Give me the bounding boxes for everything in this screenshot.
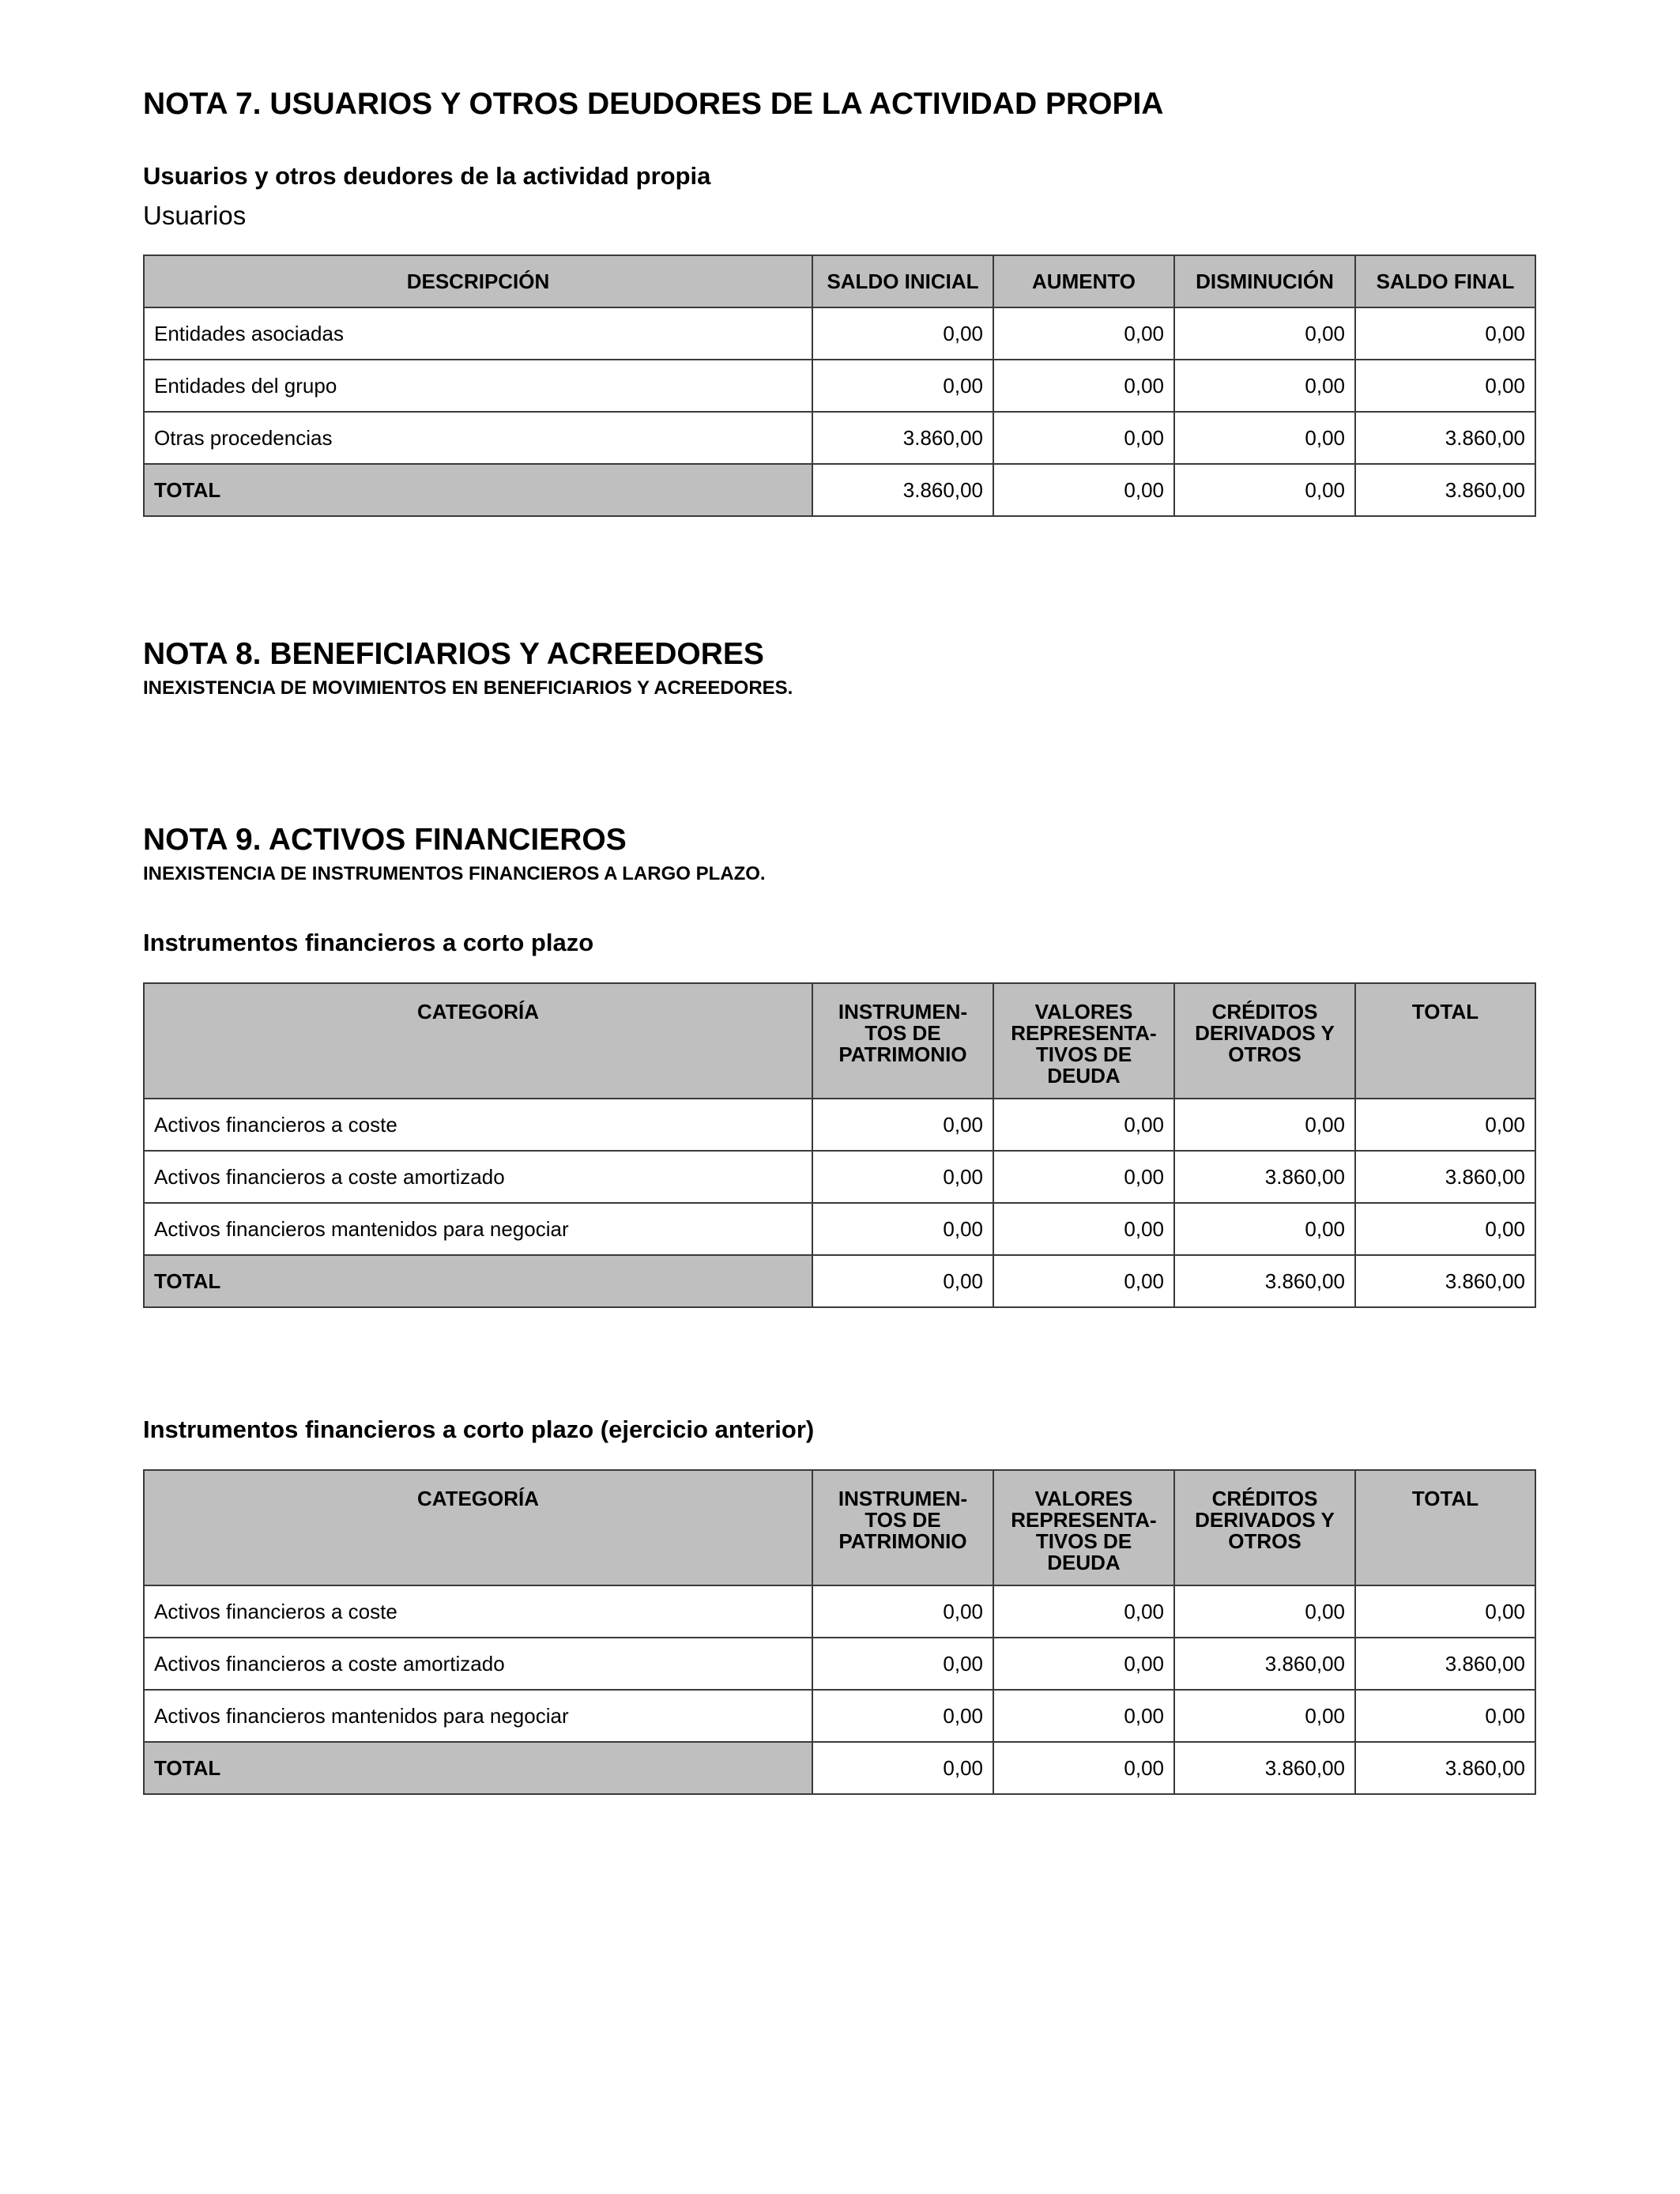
table-cell: 0,00 [1174, 1203, 1355, 1255]
table-cell: 3.860,00 [1355, 1255, 1535, 1307]
table-cell: 0,00 [993, 1151, 1174, 1203]
table-cell: 3.860,00 [1174, 1151, 1355, 1203]
table-cell: 0,00 [993, 1585, 1174, 1638]
table-row [144, 1585, 1535, 1638]
table-cell: 3.860,00 [1355, 1742, 1535, 1794]
row-label: Entidades del grupo [144, 360, 812, 412]
row-label: Activos financieros a coste amortizado [144, 1151, 812, 1203]
table-row [144, 307, 1535, 360]
total-row [144, 464, 1535, 516]
table-cell: 0,00 [812, 1742, 993, 1794]
header-cell: AUMENTO [993, 255, 1174, 307]
table-cell: 3.860,00 [1355, 464, 1535, 516]
table-cell: 0,00 [993, 1255, 1174, 1307]
total-label: TOTAL [144, 464, 812, 516]
corto-plazo-anterior-table [143, 1469, 1536, 1795]
nota9-note: INEXISTENCIA DE INSTRUMENTOS FINANCIEROS A LARGO PLAZO. [143, 863, 766, 884]
header-cell: SALDO FINAL [1355, 255, 1535, 307]
table-cell: 0,00 [812, 1203, 993, 1255]
header-cell: VALORES REPRESENTA- TIVOS DE DEUDA [993, 983, 1174, 1099]
table-cell: 3.860,00 [1174, 1742, 1355, 1794]
header-cell: TOTAL [1355, 1470, 1535, 1585]
table-row [144, 1203, 1535, 1255]
table-cell: 0,00 [993, 412, 1174, 464]
table-cell: 3.860,00 [812, 464, 993, 516]
table-cell: 0,00 [812, 360, 993, 412]
nota7-subtitle: Usuarios y otros deudores de la actividad propia [143, 162, 711, 190]
table-cell: 0,00 [993, 1203, 1174, 1255]
table-cell: 3.860,00 [1174, 1638, 1355, 1690]
table-header-row [144, 1470, 1535, 1585]
table-cell: 0,00 [812, 1099, 993, 1151]
table-row [144, 412, 1535, 464]
table-cell: 0,00 [1174, 307, 1355, 360]
header-cell: CRÉDITOS DERIVADOS Y OTROS [1174, 983, 1355, 1099]
table-row [144, 1099, 1535, 1151]
table-cell: 0,00 [812, 307, 993, 360]
table-cell: 3.860,00 [1355, 1151, 1535, 1203]
header-cell: INSTRUMEN- TOS DE PATRIMONIO [812, 1470, 993, 1585]
row-label: Activos financieros mantenidos para negociar [144, 1690, 812, 1742]
table-row [144, 360, 1535, 412]
table-cell: 0,00 [1355, 1690, 1535, 1742]
row-label: Activos financieros mantenidos para negociar [144, 1203, 812, 1255]
header-cell: INSTRUMEN- TOS DE PATRIMONIO [812, 983, 993, 1099]
table-cell: 3.860,00 [1355, 412, 1535, 464]
total-row [144, 1742, 1535, 1794]
table2-caption: Instrumentos financieros a corto plazo (ejercicio anterior) [143, 1416, 815, 1443]
table-cell: 0,00 [812, 1255, 993, 1307]
table-header-row [144, 255, 1535, 307]
header-cell: CATEGORÍA [144, 1470, 812, 1585]
table-row [144, 1690, 1535, 1742]
table1-caption: Instrumentos financieros a corto plazo [143, 929, 594, 956]
table-cell: 3.860,00 [1174, 1255, 1355, 1307]
table-cell: 0,00 [1174, 360, 1355, 412]
row-label: Activos financieros a coste amortizado [144, 1638, 812, 1690]
table-cell: 0,00 [812, 1151, 993, 1203]
row-label: Otras procedencias [144, 412, 812, 464]
header-cell: DESCRIPCIÓN [144, 255, 812, 307]
total-label: TOTAL [144, 1255, 812, 1307]
table-cell: 0,00 [1174, 464, 1355, 516]
table-cell: 3.860,00 [812, 412, 993, 464]
row-label: Activos financieros a coste [144, 1585, 812, 1638]
row-label: Activos financieros a coste [144, 1099, 812, 1151]
table-cell: 0,00 [1174, 1099, 1355, 1151]
total-label: TOTAL [144, 1742, 812, 1794]
header-cell: TOTAL [1355, 983, 1535, 1099]
nota7-title: NOTA 7. USUARIOS Y OTROS DEUDORES DE LA ACTIVIDAD PROPIA [143, 87, 1164, 121]
table-row [144, 1151, 1535, 1203]
table-cell: 0,00 [1174, 1585, 1355, 1638]
header-cell: CATEGORÍA [144, 983, 812, 1099]
nota9-title: NOTA 9. ACTIVOS FINANCIEROS [143, 823, 627, 857]
table-cell: 0,00 [993, 1742, 1174, 1794]
usuarios-table [143, 254, 1536, 517]
table-cell: 0,00 [993, 307, 1174, 360]
table-cell: 0,00 [1174, 412, 1355, 464]
header-cell: CRÉDITOS DERIVADOS Y OTROS [1174, 1470, 1355, 1585]
table-cell: 3.860,00 [1355, 1638, 1535, 1690]
row-label: Entidades asociadas [144, 307, 812, 360]
table-cell: 0,00 [1355, 360, 1535, 412]
header-cell: VALORES REPRESENTA- TIVOS DE DEUDA [993, 1470, 1174, 1585]
table-cell: 0,00 [1355, 1099, 1535, 1151]
table-cell: 0,00 [993, 464, 1174, 516]
table-cell: 0,00 [1174, 1690, 1355, 1742]
nota8-title: NOTA 8. BENEFICIARIOS Y ACREEDORES [143, 637, 764, 671]
header-cell: DISMINUCIÓN [1174, 255, 1355, 307]
total-row [144, 1255, 1535, 1307]
nota8-note: INEXISTENCIA DE MOVIMIENTOS EN BENEFICIARIOS Y ACREEDORES. [143, 677, 793, 699]
table-cell: 0,00 [993, 1638, 1174, 1690]
table-cell: 0,00 [993, 1099, 1174, 1151]
table-cell: 0,00 [1355, 1585, 1535, 1638]
table-cell: 0,00 [993, 360, 1174, 412]
table-header-row [144, 983, 1535, 1099]
header-cell: SALDO INICIAL [812, 255, 993, 307]
table-cell: 0,00 [812, 1638, 993, 1690]
table-cell: 0,00 [812, 1690, 993, 1742]
table-cell: 0,00 [812, 1585, 993, 1638]
corto-plazo-table [143, 982, 1536, 1308]
table-cell: 0,00 [1355, 1203, 1535, 1255]
nota7-section-label: Usuarios [143, 201, 247, 230]
table-cell: 0,00 [1355, 307, 1535, 360]
table-cell: 0,00 [993, 1690, 1174, 1742]
table-row [144, 1638, 1535, 1690]
